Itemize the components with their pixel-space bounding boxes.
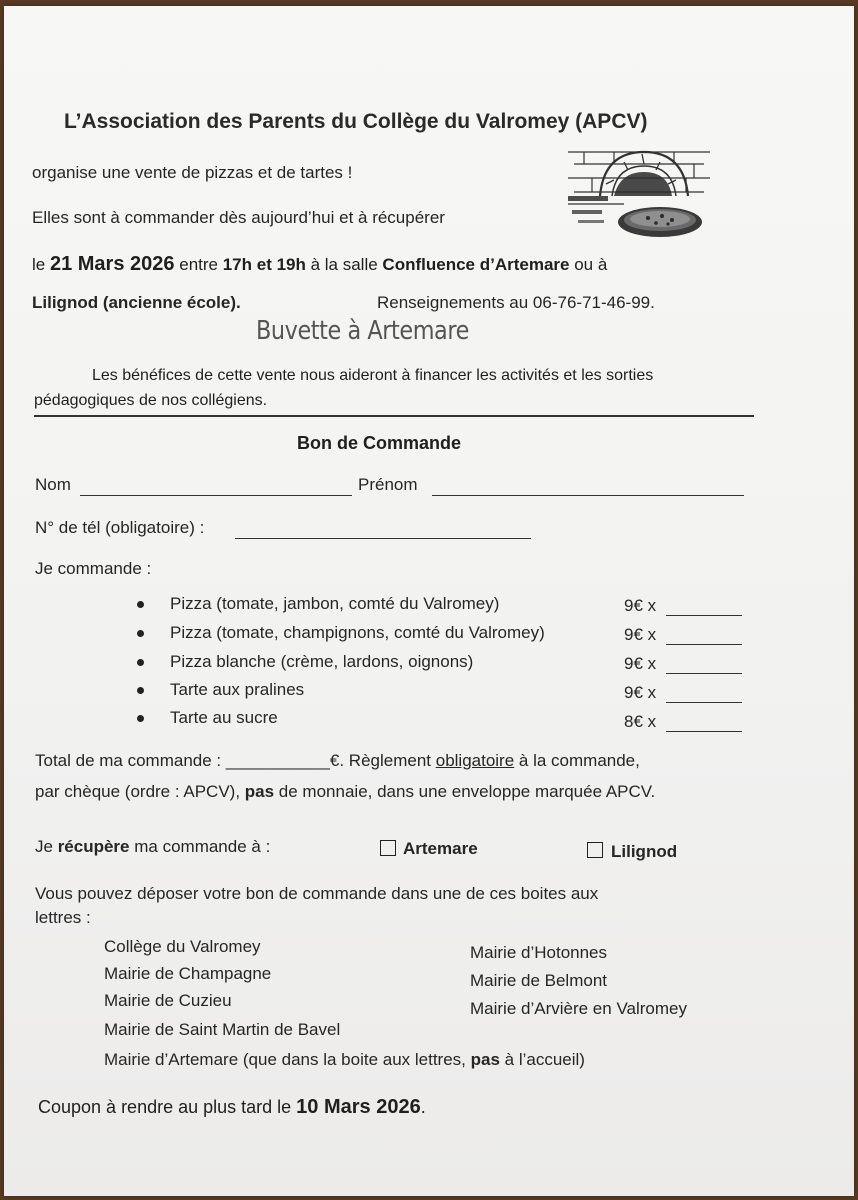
bullet-icon: [137, 601, 144, 608]
mailbox-intro-1: Vous pouvez déposer votre bon de commande dans une de ces boites aux: [35, 884, 599, 903]
intro-line-2: Elles sont à commander dès aujourd’hui et à récupérer: [32, 208, 445, 227]
item-price: 8€ x: [624, 712, 657, 731]
mailbox-location: Collège du Valromey: [104, 937, 261, 956]
mailbox-location: Mairie d’Arvière en Valromey: [470, 999, 687, 1018]
item-label: Tarte aux pralines: [170, 680, 305, 699]
item-price: 9€ x: [624, 625, 657, 644]
tel-field[interactable]: [235, 522, 531, 539]
artemare-checkbox[interactable]: [380, 840, 396, 856]
deadline-date: 10 Mars 2026: [296, 1096, 421, 1118]
bullet-icon: [137, 630, 144, 637]
event-date: 21 Mars 2026: [49, 253, 175, 275]
item-quantity-field[interactable]: [666, 628, 742, 645]
item-label: Pizza (tomate, jambon, comté du Valromey): [170, 594, 500, 613]
event-venue: Confluence d’Artemare: [382, 255, 570, 274]
benefits-line-2: pédagogiques de nos collégiens.: [34, 392, 268, 409]
item-quantity-field[interactable]: [666, 715, 742, 732]
prenom-field[interactable]: [432, 479, 744, 496]
deadline-line: Coupon à rendre au plus tard le 10 Mars 2026.: [38, 1096, 426, 1118]
item-price: 9€ x: [624, 654, 657, 673]
order-form-title: Bon de Commande: [297, 433, 462, 453]
item-label: Pizza blanche (crème, lardons, oignons): [170, 652, 474, 671]
bullet-icon: [137, 659, 144, 666]
item-quantity-field[interactable]: [666, 686, 742, 703]
bullet-icon: [137, 687, 144, 694]
contact-phone: Renseignements au 06-76-71-46-99.: [377, 293, 655, 312]
order-form-sheet: [4, 6, 854, 1196]
benefits-line-1: Les bénéfices de cette vente nous aideront à financer les activités et les sorties: [92, 367, 654, 384]
item-quantity-field[interactable]: [666, 657, 742, 674]
nom-field[interactable]: [80, 479, 352, 496]
total-line: Total de ma commande : ___________€. Règlement obligatoire à la commande,: [35, 751, 640, 770]
buvette-note: Buvette à Artemare: [256, 316, 469, 346]
item-label: Pizza (tomate, champignons, comté du Valromey): [170, 623, 545, 642]
lilignod-option-label: Lilignod: [611, 842, 678, 861]
event-venue-2: Lilignod (ancienne école).: [32, 293, 241, 312]
item-price: 9€ x: [624, 596, 657, 615]
je-commande-label: Je commande :: [35, 559, 152, 578]
mailbox-artemare: Mairie d’Artemare (que dans la boite aux lettres, pas à l’accueil): [104, 1050, 585, 1069]
nom-label: Nom: [35, 475, 71, 494]
total-blank[interactable]: ___________: [225, 751, 330, 770]
payment-line: par chèque (ordre : APCV), pas de monnaie, dans une enveloppe marquée APCV.: [35, 782, 656, 801]
association-title: L’Association des Parents du Collège du Valromey (APCV): [64, 110, 648, 133]
prenom-label: Prénom: [358, 475, 418, 494]
mailbox-location: Mairie de Belmont: [470, 971, 608, 990]
item-quantity-field[interactable]: [666, 599, 742, 616]
mailbox-location: Mairie de Cuzieu: [104, 991, 232, 1010]
artemare-option-label: Artemare: [403, 839, 478, 858]
tel-label: N° de tél (obligatoire) :: [35, 518, 205, 537]
mailbox-location: Mairie d’Hotonnes: [470, 943, 608, 962]
mailbox-location: Mairie de Saint Martin de Bavel: [104, 1020, 341, 1039]
pickup-label: Je récupère ma commande à :: [35, 837, 271, 856]
item-price: 9€ x: [624, 683, 657, 702]
event-date-line: le 21 Mars 2026 entre 17h et 19h à la salle Confluence d’Artemare ou à: [32, 253, 608, 275]
mailbox-intro-2: lettres :: [35, 908, 91, 927]
bullet-icon: [137, 715, 144, 722]
intro-line-1: organise une vente de pizzas et de tartes !: [32, 163, 353, 182]
lilignod-checkbox[interactable]: [587, 842, 603, 858]
section-divider: [34, 415, 754, 417]
mailbox-location: Mairie de Champagne: [104, 964, 272, 983]
event-hours: 17h et 19h: [222, 255, 306, 274]
item-label: Tarte au sucre: [170, 708, 278, 727]
pizza-oven-illustration: [564, 144, 712, 244]
